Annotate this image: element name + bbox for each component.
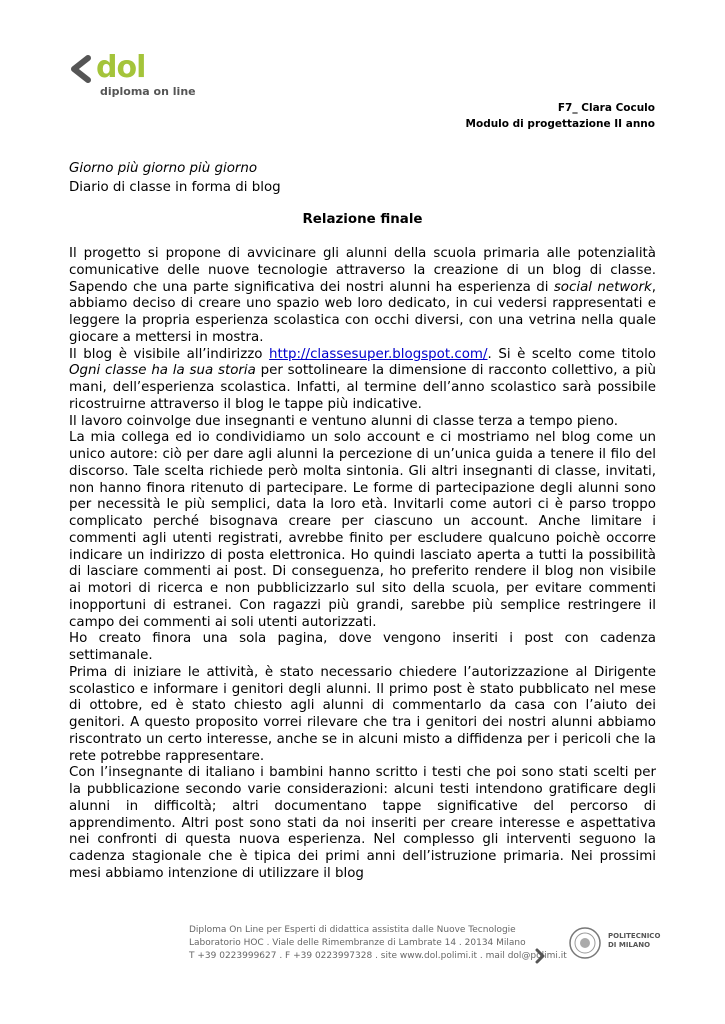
section-title: Relazione finale: [302, 212, 423, 227]
paragraph: Con l’insegnante di italiano i bambini hanno scritto i testi che poi sono stati scelti per la pubblicazione secondo varie considerazioni: alcuni testi intendono gratificare degli alunni in difficoltà; altri documentano tappe significative del percorso di apprendimento. Altri post sono stati da noi inseriti per creare interesse e aspettativa nei confronti di questa nuova esperienza. Nel complesso gli interventi seguono la cadenza stagionale che è tipica dei primi anni dell’istruzione primaria. Nei prossimi mesi abbiamo intenzione di utilizzare il blog: [69, 765, 656, 881]
paragraph: Il blog è visibile all’indirizzo http://classesuper.blogspot.com/. Si è scelto come titolo Ogni classe ha la sua storia per sottolineare la dimensione di racconto collettivo, a più mani, dell’esperienza scolastica. Infatti, al termine dell’anno scolastico sarà possibile ricostruirne attraverso il blog le tappe più indicative.: [69, 346, 656, 412]
paragraph: Il progetto si propone di avvicinare gli alunni della scuola primaria alle potenzialità comunicative delle nuove tecnologie attraverso la creazione di un blog di classe. Sapendo che una parte significativa dei nostri alunni ha esperienza di social network, abbiamo deciso di creare uno spazio web loro dedicato, in cui vedersi rappresentati e leggere la propria esperienza scolastica con occhi diversi, con una vetrina nella quale giocare a mettersi in mostra.: [69, 246, 656, 345]
paragraph: Il lavoro coinvolge due insegnanti e ventuno alunni di classe terza a tempo pieno.: [69, 413, 619, 429]
footer-line: T +39 0223999627 . F +39 0223997328 . site www.dol.polimi.it . mail dol@polimi.it: [189, 951, 567, 961]
document-header: [466, 100, 655, 132]
title-block: [69, 159, 281, 197]
paragraph: Ho creato finora una sola pagina, dove vengono inseriti i post con cadenza settimanale.: [69, 631, 656, 663]
chevron-right-icon: [534, 948, 546, 964]
paragraph: La mia collega ed io condividiamo un solo account e ci mostriamo nel blog come un unico autore: ciò per dare agli alunni la percezione di un’unica guida a tenere il filo del discorso. Tale scelta richiede però molta sintonia. Gli altri insegnanti di classe, invitati, non hanno finora ritenuto di partecipare. Le forme di partecipazione degli alunni sono per necessità le più semplici, data la loro età. Invitarli come autori ci è parso troppo complicato perché bisognava creare per ciascuno un account. Anche limitare i commenti agli utenti registrati, avrebbe finito per escludere qualcuno poichè occorre indicare un indirizzo di posta elettronica. Ho quindi lasciato aperta a tutti la possibilità di lasciare commenti ai post. Di conseguenza, ho preferito rendere il blog non visibile ai motori di ricerca e non pubblicizzarlo sul sito della scuola, per evitare commenti inopportuni di estranei. Con ragazzi più grandi, sarebbe più semplice restringere il campo dei commenti ai soli utenti autorizzati.: [69, 430, 656, 630]
footer-contact: [189, 924, 567, 963]
logo-wordmark: dol: [96, 50, 146, 85]
blog-link[interactable]: http://classesuper.blogspot.com/: [269, 346, 488, 362]
chevron-left-icon: [66, 52, 94, 86]
header-module: Modulo di progettazione II anno: [465, 118, 655, 130]
politecnico-name: POLITECNICO DI MILANO: [608, 932, 661, 949]
paragraph: Prima di iniziare le attività, è stato necessario chiedere l’autorizzazione al Dirigente scolastico e informare i genitori degli alunni. Il primo post è stato pubblicato nel mese di ottobre, ed è stato chiesto agli alunni di commentarlo da casa con l’aiuto dei genitori. A questo proposito vorrei rilevare che tra i genitori dei nostri alunni abbiamo riscontrato un certo interesse, anche se in alcuni misto a diffidenza per i pericoli che la rete potrebbe rappresentare.: [69, 664, 656, 764]
footer-line: Laboratorio HOC . Viale delle Rimembranze di Lambrate 14 . 20134 Milano: [189, 938, 526, 948]
header-author: F7_ Clara Coculo: [557, 102, 655, 114]
document-body: [69, 246, 656, 883]
footer-line: Diploma On Line per Esperti di didattica assistita dalle Nuove Tecnologie: [189, 925, 516, 935]
politecnico-seal-icon: [568, 926, 602, 960]
page-footer: [184, 920, 661, 980]
document-title: Giorno più giorno più giorno: [69, 161, 258, 176]
document-subtitle: Diario di classe in forma di blog: [69, 180, 281, 195]
logo-tagline: diploma on line: [100, 85, 196, 98]
dol-logo: [66, 52, 226, 102]
